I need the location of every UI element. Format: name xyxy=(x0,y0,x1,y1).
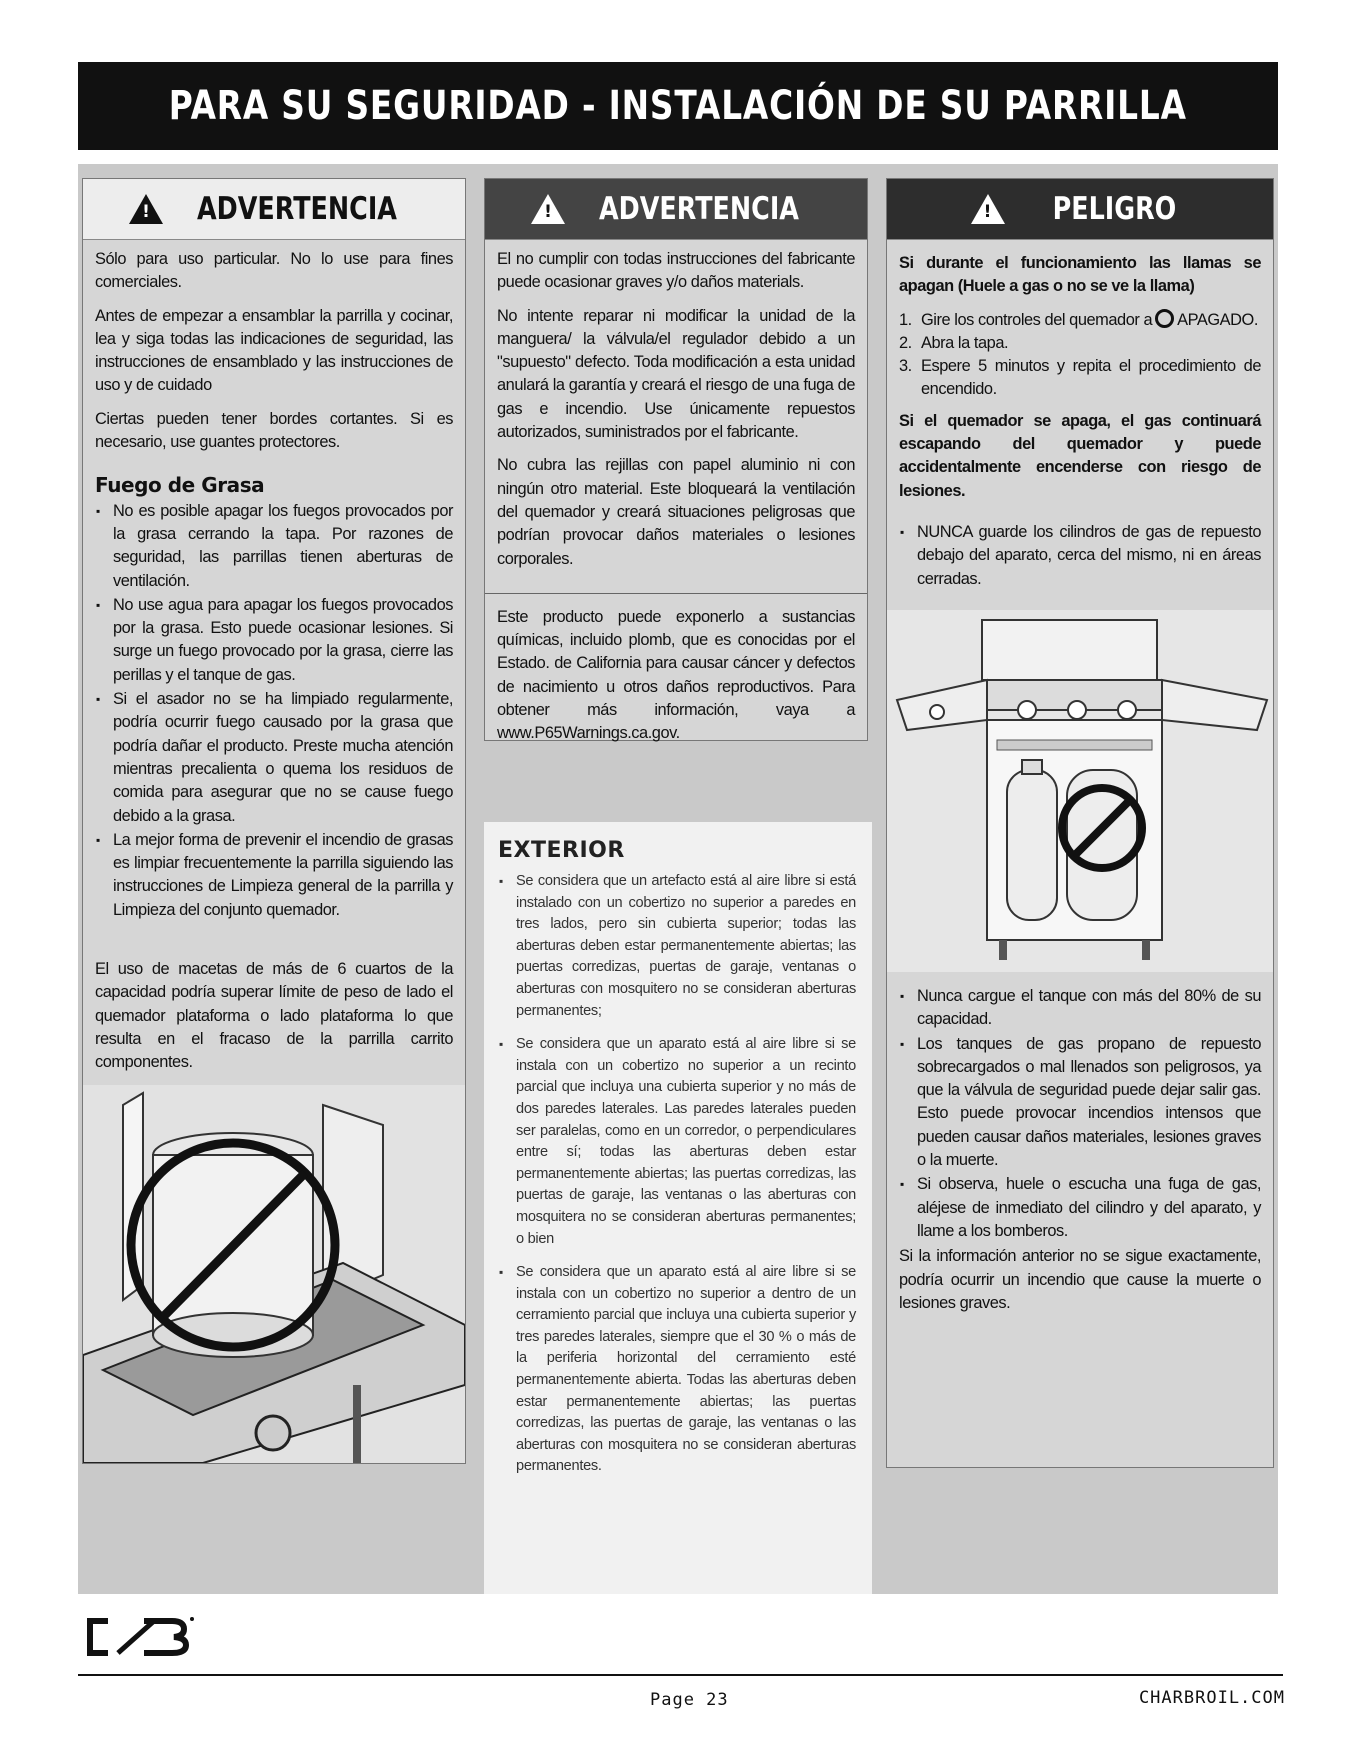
warning-body-middle xyxy=(485,240,867,746)
exterior-section xyxy=(484,822,872,1594)
char-broil-logo xyxy=(84,1615,224,1664)
list-item: ▪ Si observa, huele o escucha una fuga de gas, aléjese de inmediato del cilindro y del aparato, y llame a los bomberos. xyxy=(899,1173,1261,1243)
list-item: ▪ Los tanques de gas propano de repuesto sobrecargados o mal llenados son peligrosos, ya que la válvula de seguridad puede dejar salir gas. Esto puede provocar incendios intensos que pueden causar daños materiales, lesiones graves o la muerte. xyxy=(899,1033,1261,1173)
paragraph: Si la información anterior no se sigue exactamente, podría ocurrir un incendio que cause la muerte o lesiones graves. xyxy=(899,1247,1261,1312)
paragraph: Ciertas pueden tener bordes cortantes. Si es necesario, use guantes protectores. xyxy=(95,409,453,452)
tank-list xyxy=(899,985,1261,1243)
list-item: ▪ La mejor forma de prevenir el incendio de grasas es limpiar frecuentemente la parrilla siguiendo las instrucciones de Limpieza general de la parrilla y Limpieza del conjunto quemador. xyxy=(95,829,453,922)
warning-triangle-icon: ! xyxy=(971,194,1005,224)
footer-rule xyxy=(78,1674,1283,1676)
grill-drawing xyxy=(887,610,1273,972)
header-bar xyxy=(78,62,1278,150)
paragraph: El uso de macetas de más de 6 cuartos de la capacidad podría superar límite de peso de lado el quemador plataforma o lado plataforma lo que resulta en el fracaso de la parrilla carrito componentes. xyxy=(95,960,453,1072)
section-heading: Fuego de Grasa xyxy=(95,473,265,498)
paragraph: Antes de empezar a ensamblar la parrilla y cocinar, lea y siga todas las indicaciones de seguridad, las instrucciones de ensamblado y las instrucciones de uso y de cuidado xyxy=(95,306,453,395)
list-item: ▪ No es posible apagar los fuegos provocados por la grasa cerrando la tapa. Por razones de seguridad, las parrillas tienen aberturas de ventilación. xyxy=(95,500,453,593)
warning-header-middle xyxy=(485,179,867,240)
warning-panel-middle xyxy=(484,178,868,741)
danger-heading: PELIGRO xyxy=(1052,191,1176,227)
list-item: ▪ Nunca cargue el tanque con más del 80% de su capacidad. xyxy=(899,985,1261,1032)
paragraph: Sólo para uso particular. No lo use para fines comerciales. xyxy=(95,250,453,292)
off-circle-icon xyxy=(1155,309,1174,328)
page-number: Page 23 xyxy=(650,1690,729,1710)
warning-body-left xyxy=(83,240,465,1075)
page-title: PARA SU SEGURIDAD - INSTALACIÓN DE SU PARRILLA xyxy=(168,83,1188,129)
site-url: CHARBROIL.COM xyxy=(1138,1688,1285,1708)
warning-heading: ADVERTENCIA xyxy=(598,191,800,227)
warning-heading: ADVERTENCIA xyxy=(196,191,398,227)
warning-triangle-icon: ! xyxy=(531,194,565,224)
list-item: ▪ Se considera que un aparato está al aire libre si se instala con un cobertizo no superior a un recinto parcial que incluya una cubierta superior y no más de dos paredes laterales. Las paredes laterales pueden ser paralelas, como en un corredor, o perpendiculares entre sí; todas las aberturas deben estar permanentemente abiertas; las puertas corredizas, las puertas de garaje, las ventanas o las aberturas con mosquitera no se consideran aberturas permanentes; o bien xyxy=(498,1034,856,1250)
exterior-title: EXTERIOR xyxy=(498,838,625,863)
side-burner-illustration xyxy=(83,1085,465,1463)
prop65-warning: Este producto puede exponerlo a sustancias químicas, incluido plomb, que es conocidas por el Estado. de California para causar cáncer y defectos de nacimiento u otros daños reproductivos. Para obtener más información, vaya a www.P65Warnings.ca.gov. xyxy=(497,607,855,743)
divider xyxy=(485,593,867,594)
danger-body-top xyxy=(887,240,1273,591)
danger-header xyxy=(887,179,1273,240)
step-item: 2. Abra la tapa. xyxy=(899,333,1009,352)
list-item: ▪ Se considera que un aparato está al aire libre si se instala con un cobertizo no superior a dentro de un cerramiento parcial que incluya una cubierta superior y tres paredes laterales, siempre que el 30 % o más de la periferia horizontal del cerramiento esté permanentemente abierta. Todas las aberturas deben estar permanentemente abiertas; las puertas corredizas, las puertas de garaje, las ventanas o las aberturas con mosquitera no se consideran aberturas permanentes. xyxy=(498,1262,856,1478)
exterior-body xyxy=(484,871,872,1478)
warning-header-left xyxy=(83,179,465,240)
grease-fire-list xyxy=(95,500,453,922)
danger-warning: Si el quemador se apaga, el gas continuará escapando del quemador y puede accidentalmente encenderse con riesgo de lesiones. xyxy=(899,411,1261,500)
danger-body-bottom xyxy=(887,977,1273,1325)
step-item: 1. Gire los controles del quemador a APAGADO. xyxy=(899,310,1258,329)
steps-list xyxy=(899,309,1261,402)
grill-cylinder-illustration xyxy=(887,610,1273,972)
danger-intro: Si durante el funcionamiento las llamas se apagan (Huele a gas o no se ve la llama) xyxy=(899,254,1261,296)
warning-triangle-icon: ! xyxy=(129,194,163,224)
exterior-list xyxy=(498,871,856,1478)
paragraph: No cubra las rejillas con papel aluminio ni con ningún otro material. Este bloqueará la ventilación del quemador y creará situaciones peligrosas que podrían provocar daños materiales o lesiones corporales. xyxy=(497,456,855,568)
paragraph: El no cumplir con todas instrucciones del fabricante puede ocasionar graves y/o daños materials. xyxy=(497,250,855,292)
side-burner-drawing xyxy=(83,1085,465,1463)
paragraph: No intente reparar ni modificar la unidad de la manguera/ la válvula/el regulador debido a un "supuesto" defecto. Toda modificación a esta unidad anulará la garantía y creará el riesgo de una fuga de gas e incendio. Use únicamente repuestos autorizados, suministrados por el fabricante. xyxy=(497,306,855,442)
storage-list xyxy=(899,521,1261,591)
list-item: ▪ Se considera que un artefacto está al aire libre si está instalado con un cobertizo no superior a paredes en tres lados, pero sin cubierta superior; todas las aberturas deben estar permanentemente abiertas; las puertas corredizas, puertas de garaje, ventanas o aberturas con mosquitero no se consideran aberturas permanentes; xyxy=(498,871,856,1022)
list-item: ▪ Si el asador no se ha limpiado regularmente, podría ocurrir fuego causado por la grasa que podría dañar el producto. Preste mucha atención mientras precalienta o quema los residuos de comida para asegurar que no se cause fuego debido a la grasa. xyxy=(95,688,453,828)
list-item: ▪ NUNCA guarde los cilindros de gas de repuesto debajo del aparato, cerca del mismo, ni en áreas cerradas. xyxy=(899,521,1261,591)
list-item: ▪ No use agua para apagar los fuegos provocados por la grasa. Esto puede ocasionar lesiones. Si surge un fuego provocado por la grasa, cierre las perillas y el tanque de gas. xyxy=(95,594,453,687)
step-item: 3. Espere 5 minutos y repita el procedimiento de encendido. xyxy=(899,357,1261,399)
